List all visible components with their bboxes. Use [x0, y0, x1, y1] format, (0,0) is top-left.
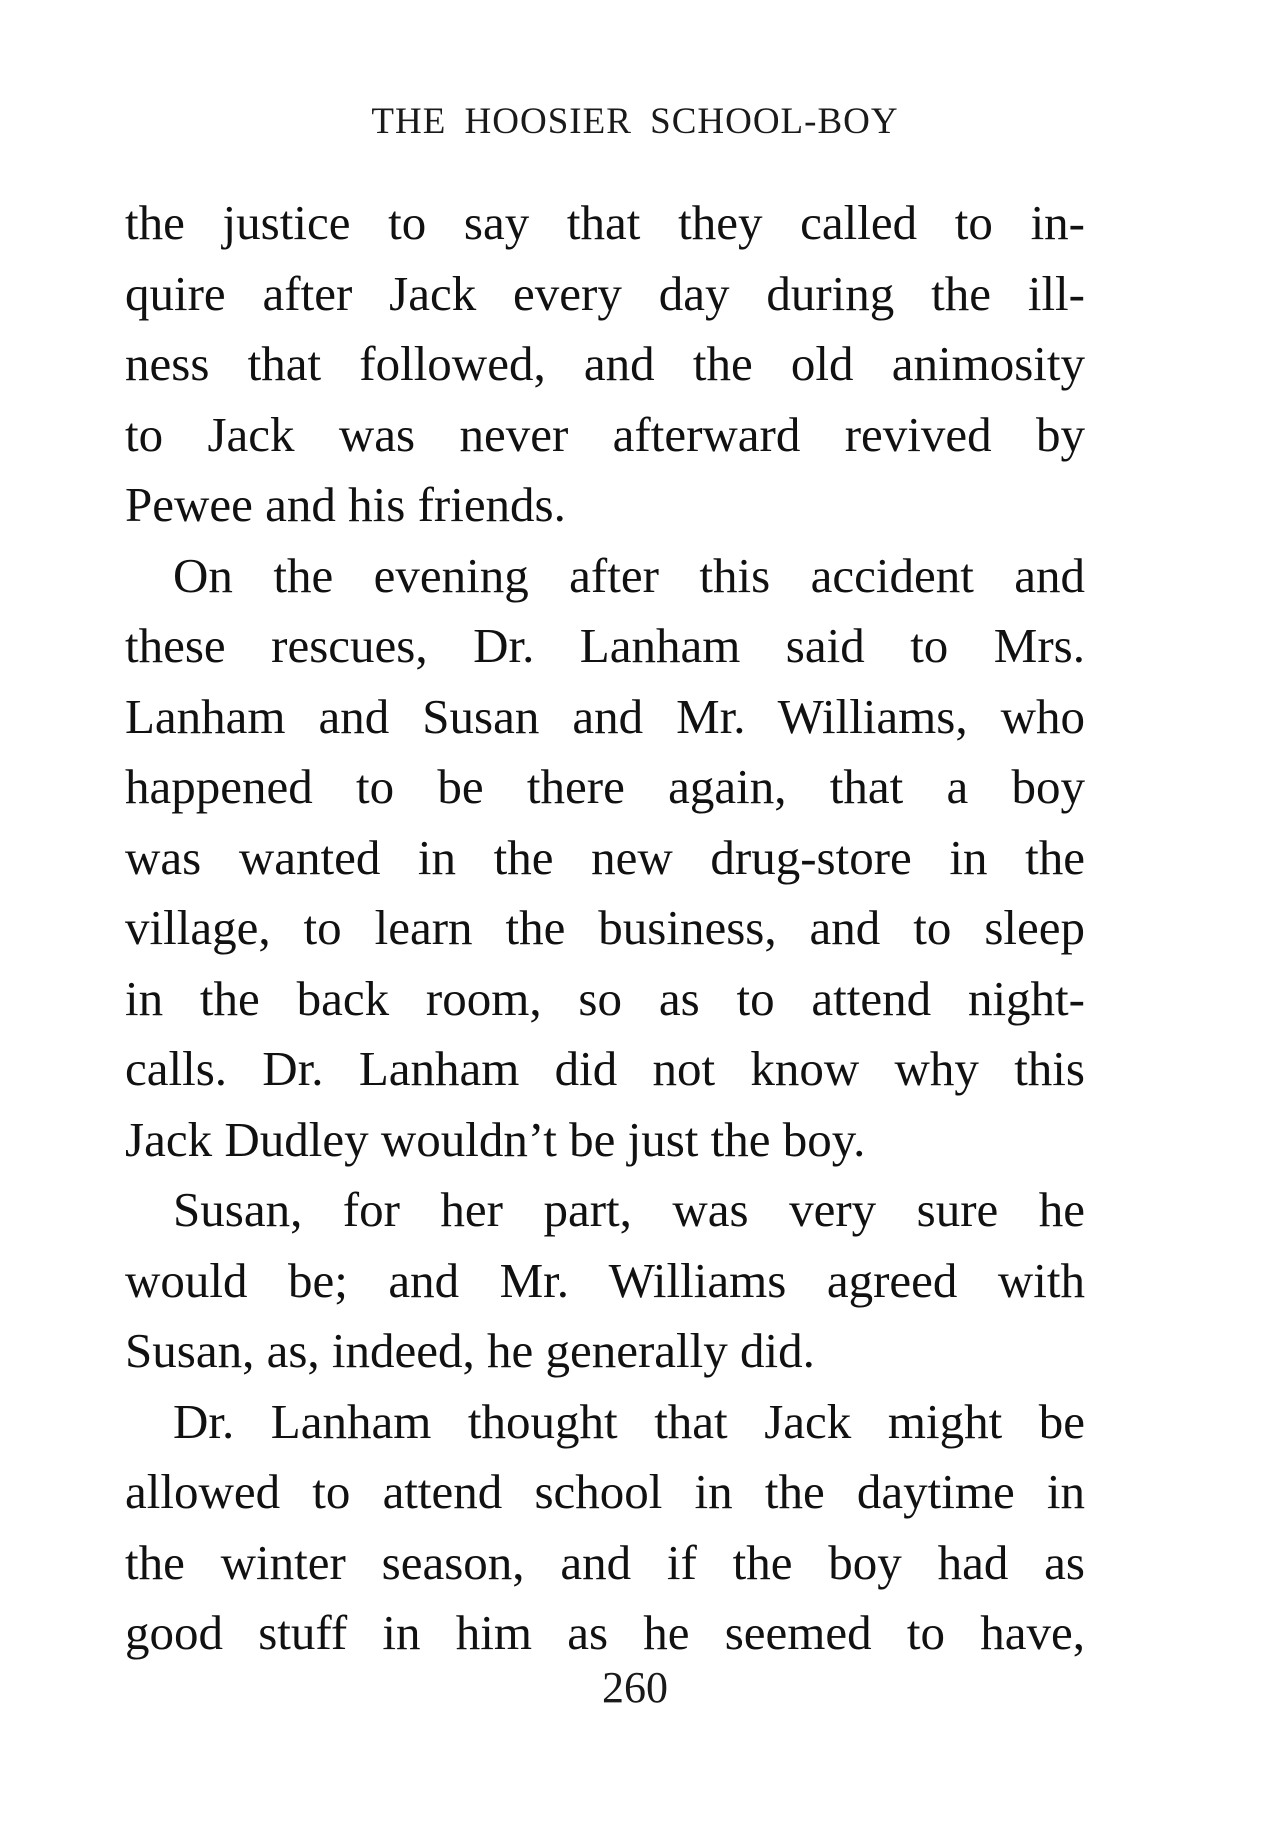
text-line: Pewee and his friends.	[125, 477, 566, 532]
running-head: THE HOOSIER SCHOOL-BOY	[371, 101, 899, 142]
text-line: good stuff in him as he seemed to have,	[125, 1605, 1085, 1660]
text-line: these rescues, Dr. Lanham said to Mrs.	[125, 618, 1085, 673]
text-line: allowed to attend school in the daytime in	[125, 1464, 1085, 1519]
text-line: ness that followed, and the old animosity	[125, 336, 1085, 391]
text-line: Susan, as, indeed, he generally did.	[125, 1323, 815, 1378]
text-line: Dr. Lanham thought that Jack might be	[173, 1393, 1085, 1449]
text-line: calls. Dr. Lanham did not know why this	[125, 1041, 1085, 1096]
text-line: Susan, for her part, was very sure he	[173, 1182, 1085, 1237]
page-number: 260	[602, 1663, 668, 1712]
text-line: village, to learn the business, and to sleep	[125, 900, 1085, 955]
text-line: the justice to say that they called to in-	[125, 195, 1085, 250]
text-line: the winter season, and if the boy had as	[125, 1534, 1085, 1590]
text-line: On the evening after this accident and	[173, 547, 1085, 603]
text-line: quire after Jack every day during the ill-	[125, 265, 1085, 321]
text-line: Jack Dudley wouldn’t be just the boy.	[125, 1111, 866, 1167]
text-line: Lanham and Susan and Mr. Williams, who	[125, 688, 1085, 744]
text-line: in the back room, so as to attend night-	[125, 970, 1085, 1026]
text-line: would be; and Mr. Williams agreed with	[125, 1252, 1085, 1308]
text-line: to Jack was never afterward revived by	[125, 406, 1085, 462]
body-text	[125, 188, 1085, 1669]
text-line: happened to be there again, that a boy	[125, 759, 1085, 814]
text-line: was wanted in the new drug-store in the	[125, 829, 1085, 885]
